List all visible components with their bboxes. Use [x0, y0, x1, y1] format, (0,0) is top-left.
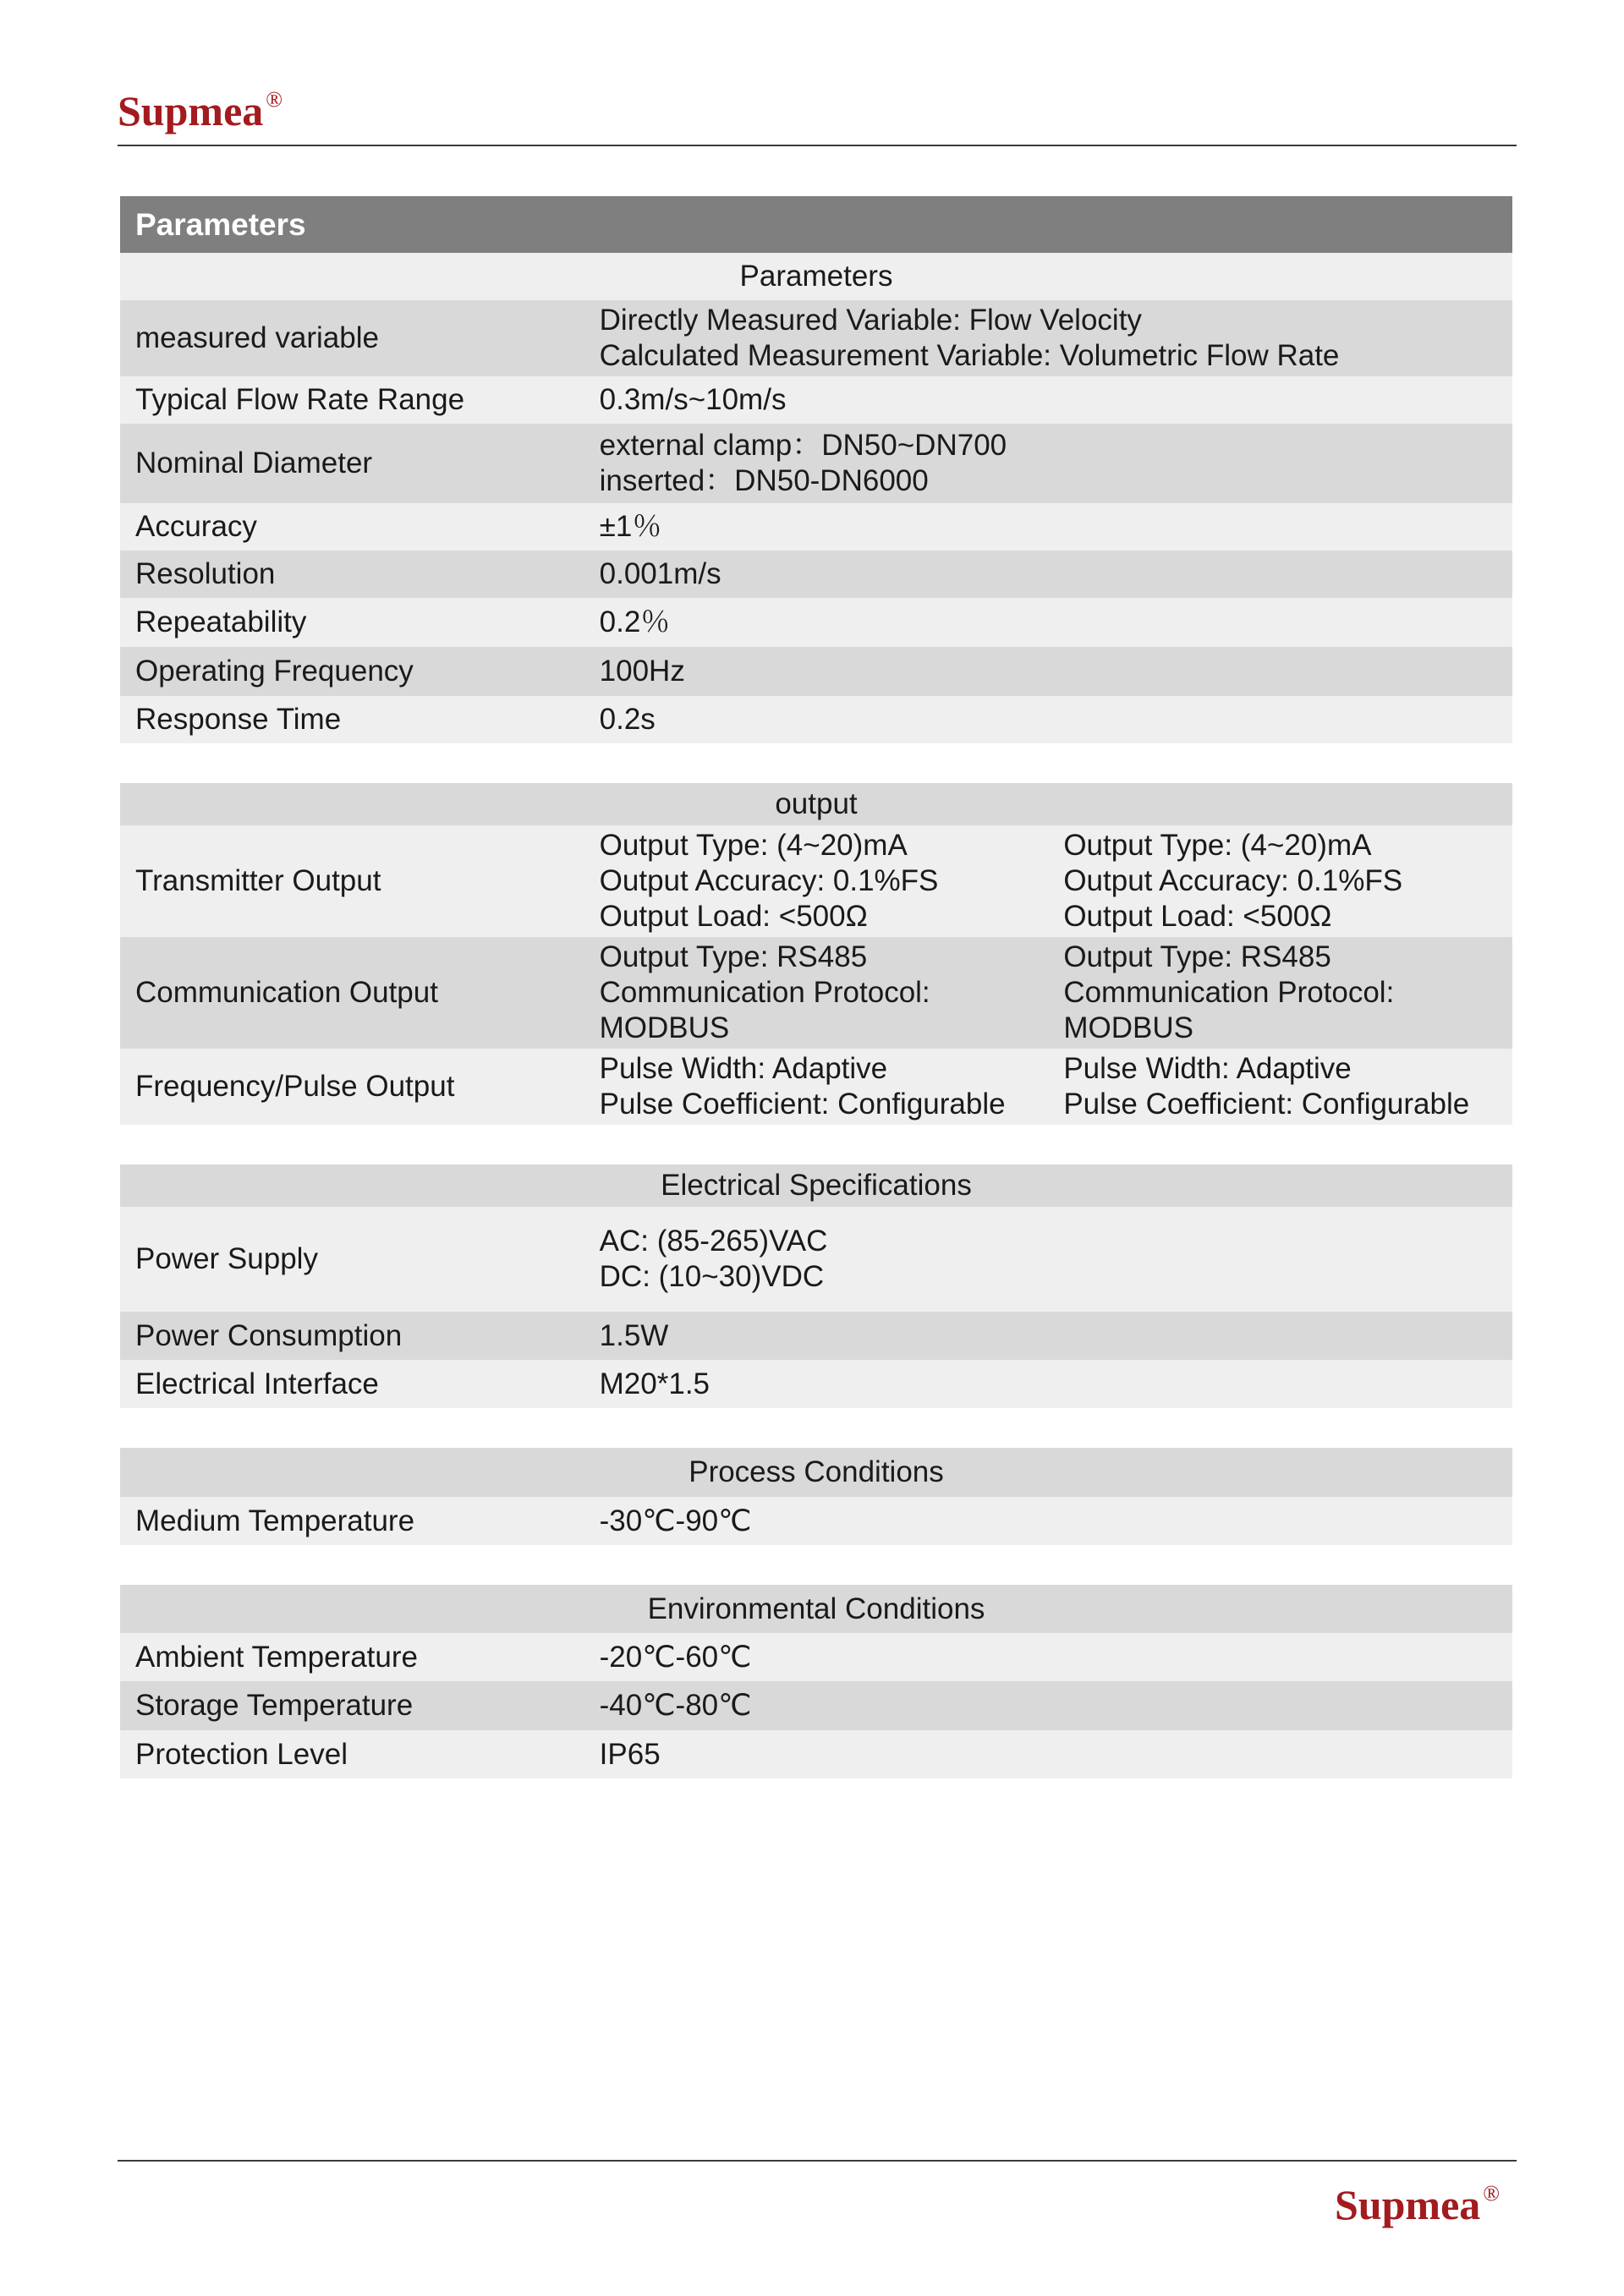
section-gap [120, 1408, 1512, 1448]
spec-value [1048, 937, 1512, 1049]
spec-value [584, 647, 1512, 696]
spec-table-parameters [120, 253, 1512, 743]
spec-value-line: Pulse Coefficient: Configurable [599, 1088, 1006, 1121]
spec-value-line: ±1％ [599, 510, 662, 543]
spec-value-line: MODBUS [599, 1011, 730, 1044]
spec-label: Nominal Diameter [135, 447, 373, 479]
spec-label: Power Supply [135, 1242, 318, 1275]
section-title: Parameters [739, 260, 893, 293]
spec-value [584, 825, 1049, 937]
spec-tables [120, 253, 1512, 1778]
spec-value-line: Directly Measured Variable: Flow Velocity [599, 304, 1142, 337]
spec-label: Storage Temperature [135, 1689, 414, 1722]
spec-label: Protection Level [135, 1737, 348, 1771]
spec-value-line: Output Load: <500Ω [1063, 900, 1332, 933]
spec-value-line: Pulse Coefficient: Configurable [1063, 1088, 1470, 1121]
spec-value [1048, 825, 1512, 937]
spec-label: Accuracy [135, 510, 257, 543]
spec-value-line: M20*1.5 [599, 1367, 710, 1400]
spec-value-line: 0.3m/s~10m/s [599, 383, 787, 416]
spec-value [584, 937, 1049, 1049]
spec-value [584, 503, 1512, 551]
spec-value [584, 598, 1512, 647]
spec-row [120, 825, 1512, 937]
spec-label: measured variable [135, 321, 379, 354]
spec-row [120, 598, 1512, 647]
spec-table-electrical [120, 1164, 1512, 1408]
spec-value [584, 551, 1512, 598]
section-gap [120, 743, 1512, 783]
section-header-row [120, 783, 1512, 825]
spec-value-line: Pulse Width: Adaptive [1063, 1052, 1352, 1085]
registered-mark: ® [266, 87, 283, 112]
spec-value-line: MODBUS [1063, 1011, 1193, 1044]
spec-table-environmental [120, 1585, 1512, 1778]
spec-label: Response Time [135, 703, 342, 736]
spec-table-output [120, 783, 1512, 1125]
registered-mark: ® [1483, 2181, 1501, 2206]
spec-row [120, 300, 1512, 376]
spec-row [120, 1497, 1512, 1545]
spec-row [120, 376, 1512, 424]
spec-value-line: IP65 [599, 1737, 661, 1771]
spec-value [584, 696, 1512, 743]
spec-value-line: AC: (85-265)VAC [599, 1225, 828, 1258]
spec-value-line: 0.2％ [599, 606, 671, 638]
brand-name: Supmea [1335, 2181, 1481, 2228]
spec-value-line: Communication Protocol: [599, 976, 930, 1009]
spec-value [584, 1360, 1512, 1408]
spec-value-line: Output Type: RS485 [599, 940, 868, 973]
spec-row [120, 696, 1512, 743]
spec-value-line: 0.001m/s [599, 557, 721, 590]
spec-value-line: -20℃-60℃ [599, 1640, 752, 1674]
spec-row [120, 1207, 1512, 1312]
spec-label: Frequency/Pulse Output [135, 1070, 455, 1103]
spec-value-line: Output Load: <500Ω [599, 900, 868, 933]
spec-value-line: Output Type: RS485 [1063, 940, 1331, 973]
spec-value [584, 1497, 1512, 1545]
section-title: Process Conditions [689, 1455, 944, 1488]
spec-label: Typical Flow Rate Range [135, 383, 465, 416]
spec-row [120, 1730, 1512, 1778]
spec-value-line: Output Accuracy: 0.1%FS [599, 864, 939, 897]
section-banner: Parameters [120, 196, 1512, 253]
spec-value-line: Output Accuracy: 0.1%FS [1063, 864, 1403, 897]
spec-value [584, 300, 1512, 376]
parameters-sheet [120, 196, 1512, 1778]
spec-value-line: Pulse Width: Adaptive [599, 1052, 888, 1085]
spec-row [120, 1633, 1512, 1681]
spec-row [120, 1681, 1512, 1730]
spec-value-line: 0.2s [599, 703, 656, 736]
spec-row [120, 647, 1512, 696]
spec-value [584, 1633, 1512, 1681]
spec-row [120, 503, 1512, 551]
spec-value-line: Output Type: (4~20)mA [1063, 829, 1372, 862]
spec-value [584, 1207, 1512, 1312]
spec-row [120, 424, 1512, 503]
spec-value-line: 100Hz [599, 655, 685, 688]
spec-value-line: Communication Protocol: [1063, 976, 1395, 1009]
spec-value [1048, 1049, 1512, 1125]
spec-label: Medium Temperature [135, 1504, 415, 1537]
section-header-row [120, 253, 1512, 300]
spec-value-line: inserted：DN50-DN6000 [599, 464, 929, 497]
spec-value-line: Output Type: (4~20)mA [599, 829, 908, 862]
spec-value-line: -30℃-90℃ [599, 1504, 752, 1537]
spec-table-process [120, 1448, 1512, 1545]
spec-label: Communication Output [135, 976, 438, 1009]
spec-value [584, 424, 1512, 503]
spec-label: Resolution [135, 557, 276, 590]
section-gap [120, 1545, 1512, 1585]
spec-value-line: Calculated Measurement Variable: Volumetric Flow Rate [599, 339, 1340, 372]
section-title: output [775, 787, 858, 820]
footer-rule [118, 2160, 1517, 2162]
header-rule [118, 145, 1517, 146]
brand-name: Supmea [118, 87, 264, 134]
spec-row [120, 937, 1512, 1049]
spec-label: Electrical Interface [135, 1367, 379, 1400]
spec-label: Repeatability [135, 606, 307, 638]
brand-logo-header [118, 87, 283, 134]
spec-value [584, 1312, 1512, 1360]
section-gap [120, 1125, 1512, 1164]
spec-value [584, 376, 1512, 424]
spec-row [120, 1312, 1512, 1360]
spec-value [584, 1049, 1049, 1125]
section-header-row [120, 1448, 1512, 1497]
section-header-row [120, 1164, 1512, 1207]
spec-row [120, 551, 1512, 598]
spec-value [584, 1730, 1512, 1778]
section-title: Environmental Conditions [647, 1592, 985, 1625]
spec-value [584, 1681, 1512, 1730]
brand-logo-footer [1335, 2181, 1501, 2228]
spec-row [120, 1049, 1512, 1125]
spec-label: Ambient Temperature [135, 1640, 418, 1674]
spec-value-line: -40℃-80℃ [599, 1689, 752, 1722]
spec-label: Transmitter Output [135, 864, 381, 897]
section-title: Electrical Specifications [661, 1169, 972, 1202]
spec-value-line: 1.5W [599, 1318, 669, 1352]
spec-value-line: DC: (10~30)VDC [599, 1260, 825, 1293]
section-header-row [120, 1585, 1512, 1633]
spec-row [120, 1360, 1512, 1408]
spec-value-line: external clamp：DN50~DN700 [599, 429, 1007, 462]
spec-label: Power Consumption [135, 1318, 403, 1352]
spec-label: Operating Frequency [135, 655, 414, 688]
